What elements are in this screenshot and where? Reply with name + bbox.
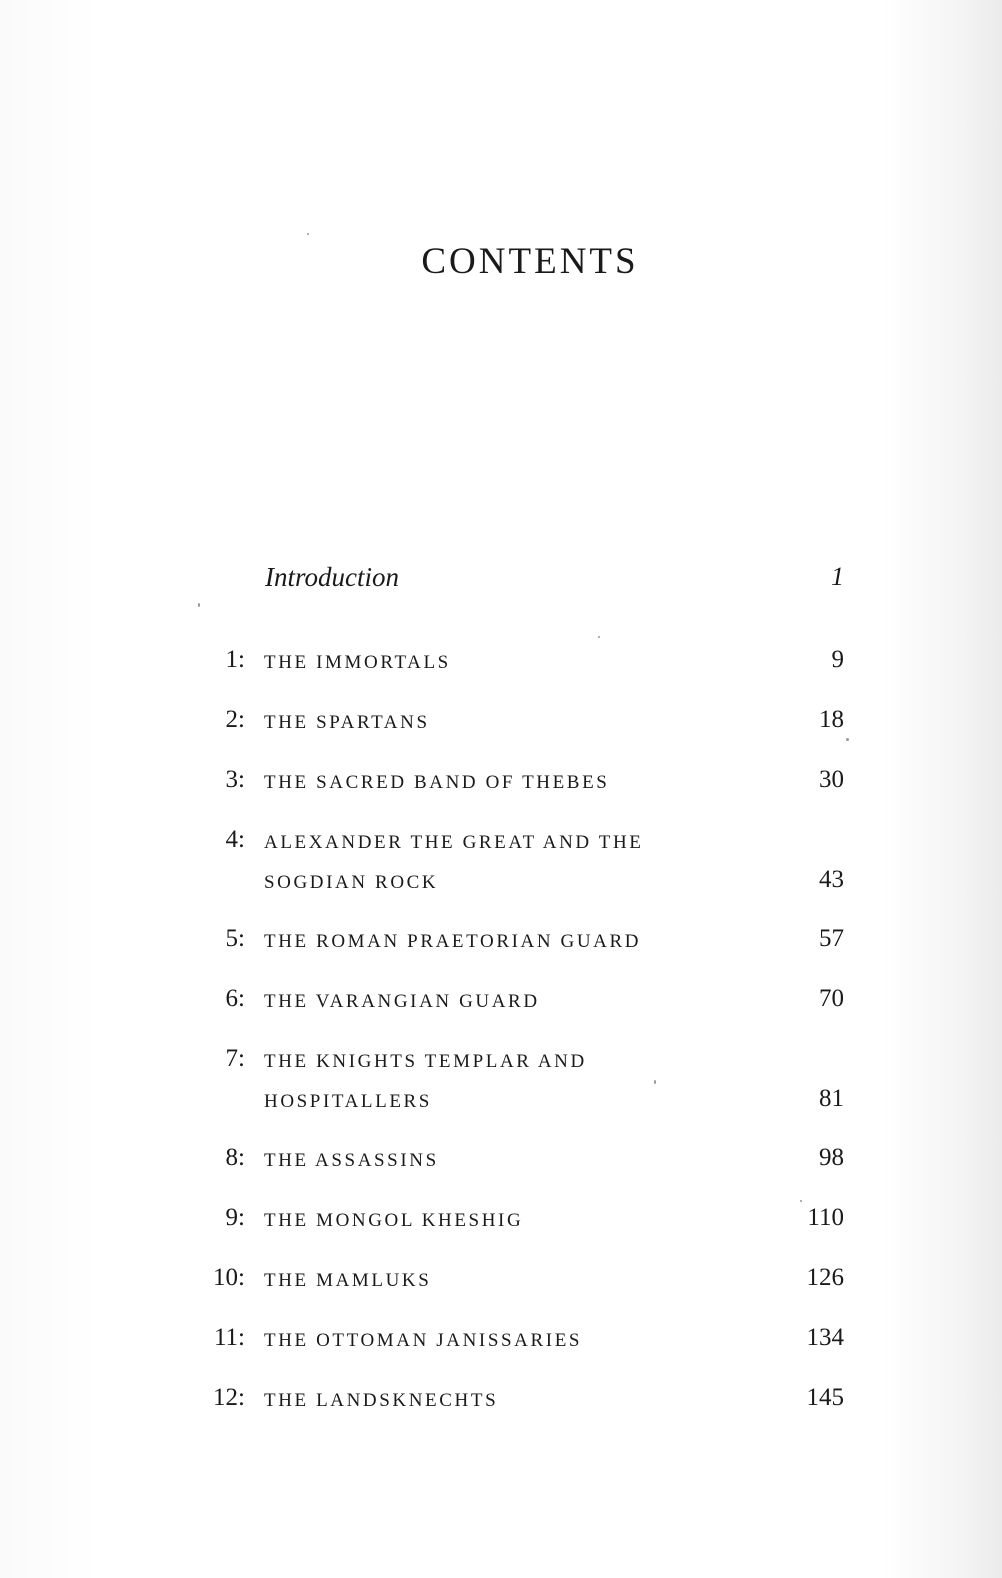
print-speck <box>654 1080 656 1084</box>
print-speck <box>846 738 849 741</box>
toc-entry-number: 5: <box>225 925 245 952</box>
toc-entry-number: 12: <box>213 1384 245 1411</box>
toc-entry-page: 98 <box>819 1144 844 1171</box>
toc-introduction-label: Introduction <box>265 562 399 592</box>
toc-entry-title: THE SACRED BAND OF THEBES <box>264 772 610 793</box>
toc-entry-title-line-2: SOGDIAN ROCK <box>264 872 439 893</box>
toc-entry-title: THE MAMLUKS <box>264 1270 432 1291</box>
toc-entry-page: 81 <box>819 1085 844 1112</box>
print-speck <box>307 233 309 235</box>
toc-entry-title-line-1: ALEXANDER THE GREAT AND THE <box>264 832 644 853</box>
toc-entry-title: THE ROMAN PRAETORIAN GUARD <box>264 931 642 952</box>
toc-entry-page: 57 <box>819 925 844 952</box>
print-speck <box>198 603 200 607</box>
page-title: CONTENTS <box>421 241 639 282</box>
toc-entry-page: 126 <box>806 1264 844 1291</box>
toc-entry-number: 8: <box>225 1144 245 1171</box>
toc-entry-title: THE SPARTANS <box>264 712 430 733</box>
toc-entry-number: 2: <box>225 706 245 733</box>
toc-entry-number: 7: <box>225 1045 245 1072</box>
toc-entry-number: 3: <box>225 766 245 793</box>
toc-entry-title: THE ASSASSINS <box>264 1150 439 1171</box>
toc-entry-title: THE MONGOL KHESHIG <box>264 1210 524 1231</box>
toc-entry-title: THE LANDSKNECHTS <box>264 1390 499 1411</box>
toc-entry-page: 145 <box>806 1384 844 1411</box>
toc-entry-number: 6: <box>225 985 245 1012</box>
toc-entry-page: 134 <box>806 1324 844 1351</box>
toc-entry-title: THE VARANGIAN GUARD <box>264 991 540 1012</box>
toc-entry-number: 11: <box>213 1324 245 1351</box>
toc-entry-number: 9: <box>225 1204 245 1231</box>
toc-entry-page: 43 <box>819 866 844 893</box>
toc-entry-number: 10: <box>213 1264 245 1291</box>
toc-entry-title: THE OTTOMAN JANISSARIES <box>264 1330 583 1351</box>
toc-entry-title-line-2: HOSPITALLERS <box>264 1091 432 1112</box>
toc-entry-page: 18 <box>819 706 844 733</box>
toc-entry-number: 4: <box>225 826 245 853</box>
toc-entry-page: 30 <box>819 766 844 793</box>
toc-entry-title-line-1: THE KNIGHTS TEMPLAR AND <box>264 1051 587 1072</box>
toc-entry-title: THE IMMORTALS <box>264 652 451 673</box>
toc-entry-number: 1: <box>225 646 245 673</box>
print-speck <box>800 1200 802 1202</box>
toc-entry-page: 70 <box>819 985 844 1012</box>
toc-entry-page: 9 <box>831 646 844 673</box>
toc-entry-page: 110 <box>807 1204 844 1231</box>
print-speck <box>598 636 600 638</box>
toc-introduction-page: 1 <box>831 562 844 591</box>
